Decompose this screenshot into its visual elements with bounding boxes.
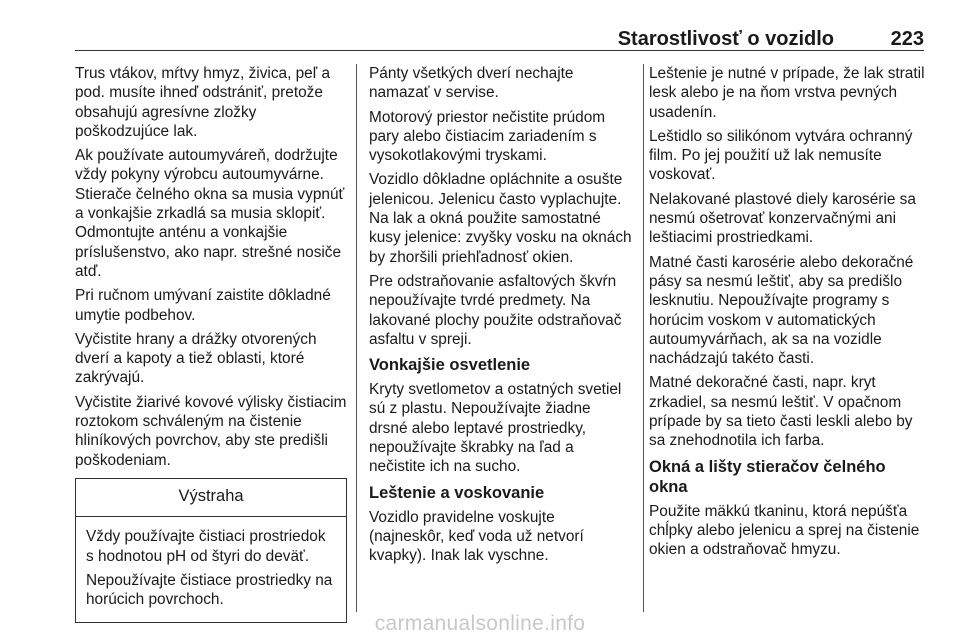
column-divider [643,64,644,612]
paragraph: Kryty svetlometov a ostatných svetiel sú z plastu. Nepoužívajte žiadne drsné alebo leptavé prostriedky, nepoužívajte škrabky na ľad a nečistite ich na sucho. [369,381,622,476]
watermark: carmanualsonline.info [374,612,586,635]
warning-box [75,478,347,623]
paragraph: Nelakované plastové diely karosérie sa nesmú ošetrovať konzervačnými ani leštiacimi prostriedkami. [649,190,916,247]
warning-body [76,517,346,622]
column-right [649,64,926,565]
paragraph: Vozidlo pravidelne voskujte (najneskôr, keď voda už netvorí kvapky). Inak lak vyschne. [369,508,584,565]
column-divider [356,64,357,612]
paragraph: Pánty všetkých dverí nechajte namazať v servise. [369,65,574,102]
section-heading: Vonkajšie osvetlenie [369,356,531,375]
paragraph: Vyčistite hrany a drážky otvorených dverí a kapoty a tiež oblasti, ktoré zakrývajú. [75,330,317,387]
paragraph: Leštenie je nutné v prípade, že lak stratil lesk alebo je na ňom vrstva pevných usadenín. [649,65,925,121]
column-left [75,64,347,623]
paragraph: Trus vtákov, mŕtvy hmyz, živica, peľ a pod. musíte ihneď odstrániť, pretože obsahujú agresívne zložky poškodzujúce lak. [75,65,331,140]
paragraph: Vyčistite žiarivé kovové výlisky čistiacim roztokom schváleným na čistenie hliníkových povrchov, aby ste predišli poškodeniam. [75,393,347,469]
section-heading: Leštenie a voskovanie [369,483,545,502]
column-middle [369,64,632,571]
paragraph: Použite mäkkú tkaninu, ktorá nepúšťa chĺpky alebo jelenicu a sprej na čistenie okien a odstraňovač hmyzu. [649,502,920,559]
page-title: Starostlivosť o vozidlo [617,28,834,50]
paragraph: Motorový priestor nečistite prúdom pary alebo čistiacim zariadením s vysokotlakovými tryskami. [369,108,606,165]
paragraph: Matné časti karosérie alebo dekoračné pásy sa nesmú leštiť, aby sa predišlo lesknutiu. Nepoužívajte programy s horúcim voskom v automatických autoumyvárňach, ak sa na vozidle nachádzajú takéto časti. [649,253,914,368]
page-number: 223 [890,28,924,50]
paragraph: Matné dekoračné časti, napr. kryt zrkadiel, sa nesmú leštiť. V opačnom prípade by sa tieto časti leskli alebo by sa znehodnotila ich farba. [649,374,913,450]
paragraph: Leštidlo so silikónom vytvára ochranný film. Po jej použití už lak nemusíte voskovať. [649,127,913,184]
paragraph: Vozidlo dôkladne opláchnite a osušte jelenicou. Jelenicu často vyplachujte. Na lak a okná použite samostatné kusy jelenice: zvyšky vosku na oknách by zhoršili priehľadnosť okien. [369,171,632,266]
warning-paragraph: Nepoužívajte čistiace prostriedky na horúcich povrchoch. [86,571,333,609]
header-rule [75,50,924,51]
paragraph: Ak používate autoumyváreň, dodržujte vždy pokyny výrobcu autoumyvárne. Stierače čelného okna sa musia vypnúť a vonkajšie zrkadlá sa musia sklopiť. Odmontujte anténu a vonkajšie príslušenstvo, ako napr. strešné nosiče atď. [75,147,345,280]
warning-heading: Výstraha [76,479,346,517]
warning-paragraph: Vždy používajte čistiaci prostriedok s hodnotou pH od štyri do deväť. [86,528,326,565]
paragraph: Pri ručnom umývaní zaistite dôkladné umytie podbehov. [75,287,331,324]
paragraph: Pre odstraňovanie asfaltových škvŕn nepoužívajte tvrdé predmety. Na lakované plochy použite odstraňovač asfaltu v spreji. [369,272,622,348]
section-heading: Okná a lišty stieračov čelného okna [649,457,886,496]
page-header [75,28,924,56]
